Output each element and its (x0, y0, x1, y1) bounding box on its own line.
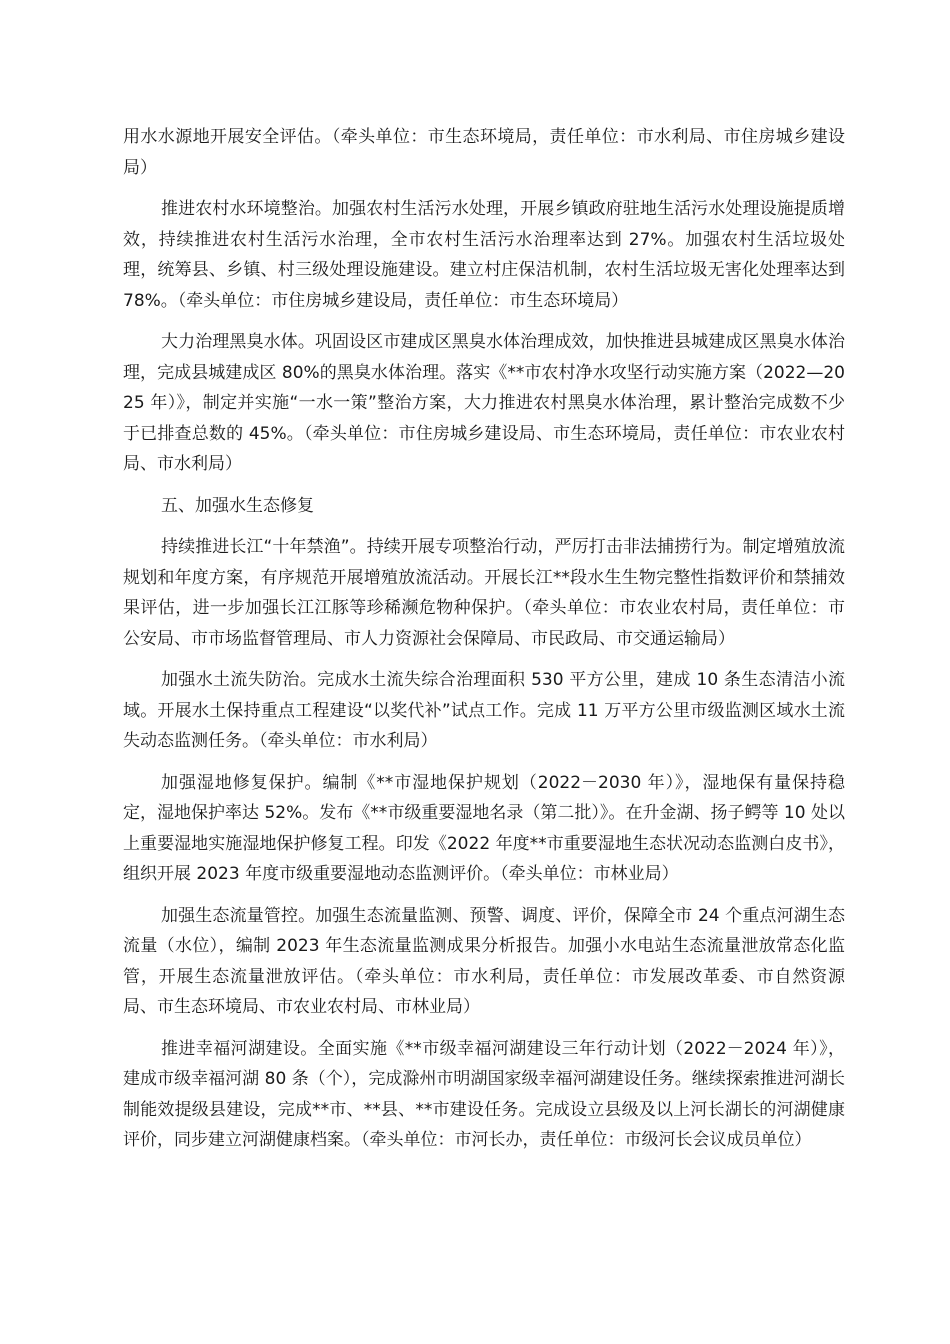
paragraph-yangtze-fishing-ban: 持续推进长江“十年禁渔”。持续开展专项整治行动，严厉打击非法捕捞行为。制定增殖放流规划和年度方案，有序规范开展增殖放流活动。开展长江**段水生生物完整性指数评价和禁捕效果评估，进一步加强长江江豚等珍稀濒危物种保护。（牵头单位：市农业农村局，责任单位：市公安局、市市场监督管理局、市人力资源社会保障局、市民政局、市交通运输局） (123, 537, 845, 649)
paragraph-black-odorous-water: 大力治理黑臭水体。巩固设区市建成区黑臭水体治理成效，加快推进县城建成区黑臭水体治理，完成县城建成区 80%的黑臭水体治理。落实《**市农村净水攻坚行动实施方案（2022—2025 年）》，制定并实施“一水一策”整治方案，大力推进农村黑臭水体治理，累计整治完成数不少于已排查总数的 45%。（牵头单位：市住房城乡建设局、市生态环境局，责任单位：市农业农村局、市水利局） (123, 332, 845, 474)
paragraph-wetland-protection: 加强湿地修复保护。编制《**市湿地保护规划（2022－2030 年）》，湿地保有量保持稳定，湿地保护率达 52%。发布《**市级重要湿地名录（第二批）》。在升金湖、扬子鳄等 10 处以上重要湿地实施湿地保护修复工程。印发《2022 年度**市重要湿地生态状况动态监测白皮书》，组织开展 2023 年度市级重要湿地动态监测评价。（牵头单位：市林业局） (123, 772, 845, 884)
paragraph-rural-water-environment: 推进农村水环境整治。加强农村生活污水处理，开展乡镇政府驻地生活污水处理设施提质增效，持续推进农村生活污水治理，全市农村生活污水治理率达到 27%。加强农村生活垃圾处理，统筹县、乡镇、村三级处理设施建设。建立村庄保洁机制，农村生活垃圾无害化处理率达到 78%。（牵头单位：市住房城乡建设局，责任单位：市生态环境局） (123, 199, 845, 311)
paragraph-water-source-assessment: 用水水源地开展安全评估。（牵头单位：市生态环境局，责任单位：市水利局、市住房城乡建设局） (123, 127, 845, 178)
paragraph-ecological-flow-control: 加强生态流量管控。加强生态流量监测、预警、调度、评价，保障全市 24 个重点河湖生态流量（水位），编制 2023 年生态流量监测成果分析报告。加强小水电站生态流量泄放常态化监管，开展生态流量泄放评估。（牵头单位：市水利局，责任单位：市发展改革委、市自然资源局、市生态环境局、市农业农村局、市林业局） (123, 905, 845, 1017)
paragraph-happy-rivers-lakes: 推进幸福河湖建设。全面实施《**市级幸福河湖建设三年行动计划（2022－2024 年）》，建成市级幸福河湖 80 条（个），完成滁州市明湖国家级幸福河湖建设任务。继续探索推进河湖长制能效提级县建设，完成**市、**县、**市建设任务。完成设立县级及以上河长湖长的河湖健康评价，同步建立河湖健康档案。（牵头单位：市河长办，责任单位：市级河长会议成员单位） (123, 1038, 845, 1150)
section-heading-water-ecology-restoration: 五、加强水生态修复 (161, 495, 314, 516)
document-page (123, 122, 845, 1167)
paragraph-soil-erosion-control: 加强水土流失防治。完成水土流失综合治理面积 530 平方公里，建成 10 条生态清洁小流域。开展水土保持重点工程建设“以奖代补”试点工作。完成 11 万平方公里市级监测区域水土流失动态监测任务。（牵头单位：市水利局） (123, 670, 845, 751)
